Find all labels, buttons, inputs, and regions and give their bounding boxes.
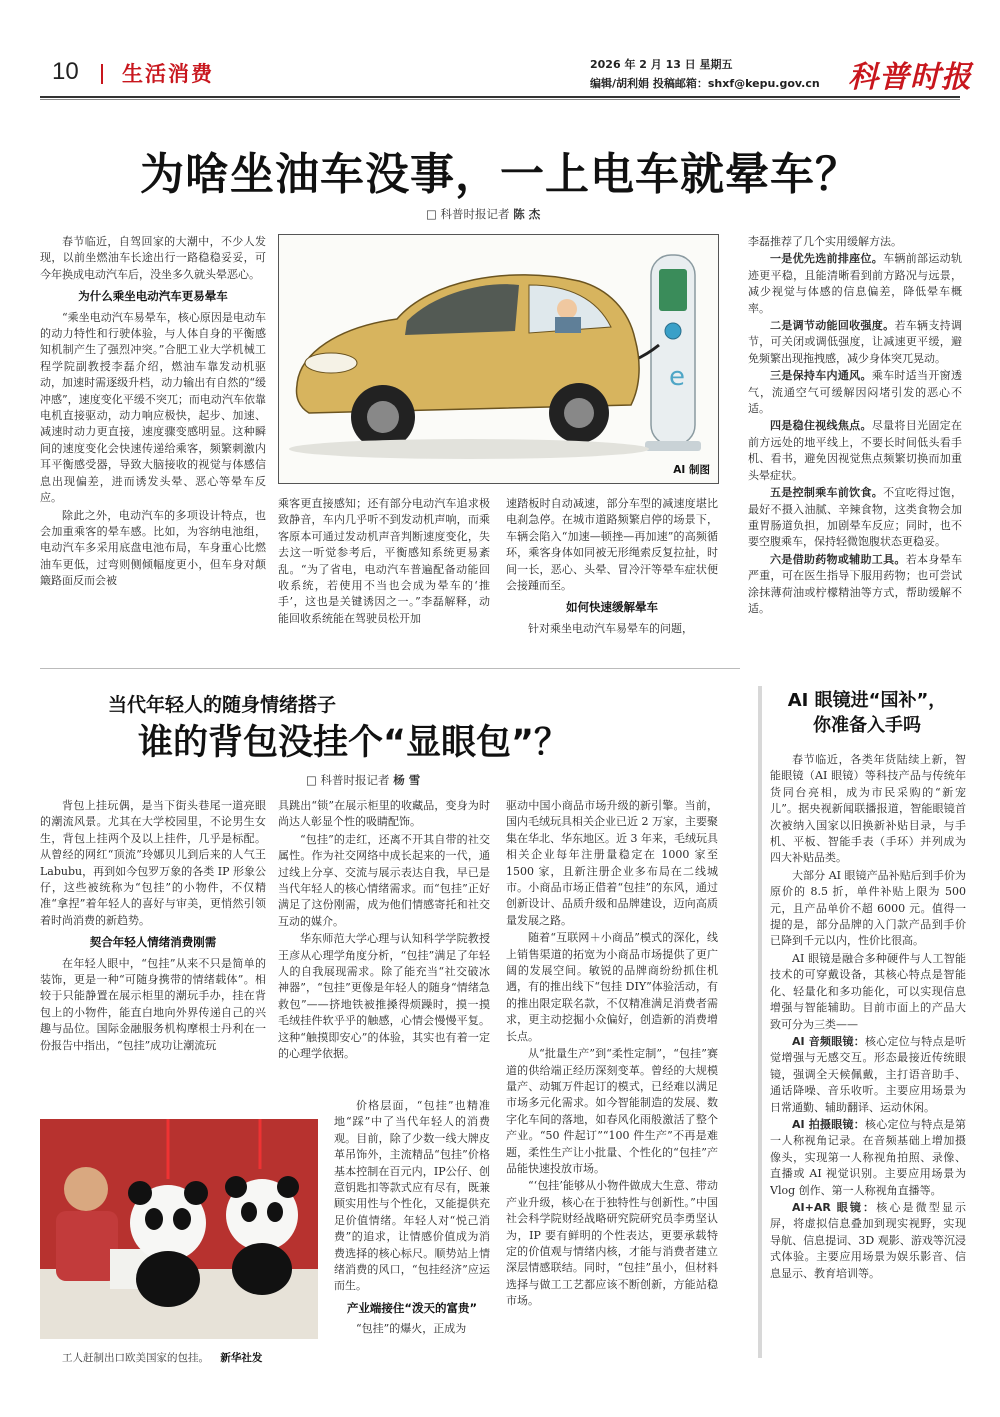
tip-lead: 四是稳住视线焦点。 — [770, 419, 872, 433]
figure-credit: AI 制图 — [673, 464, 710, 476]
paragraph: AI 眼镜是融合多种硬件与人工智能技术的可穿戴设备，其核心特点是智能化、轻量化和多功能化，可以实现信息增强与智能辅助。目前市面上的产品大致可分为三类—— — [770, 951, 966, 1031]
paragraph: “‘包挂’能够从小物件做成大生意、带动产业升级，核心在于独特性与创新性。”中国社会科学院财经战略研究院研究员李勇坚认为，IP 要有鲜明的个性表达，更要承载特定的价值观与情绪内核，才能与消费者建立深层情感联结。同时，“包挂”虽小，但材料选择与做工工艺都应该不断创新，方能站稳市场。 — [506, 1179, 718, 1308]
article1-column-3 — [506, 496, 718, 656]
svg-text:e: e — [669, 362, 685, 392]
tip-1 — [748, 251, 962, 317]
article2-column-1 — [40, 798, 266, 1110]
paragraph: 随着“互联网＋小商品”模式的深化，线上销售渠道的拓宽为小商品市场提供了更广阔的发展空间。敏锐的品牌商纷纷抓住机遇，有的推出线下“包挂 DIY”体验活动，有的推出限定联名款，不仅精准满足消费者需求，更主动挖掘小众偏好，创造新的消费增长点。 — [506, 931, 718, 1043]
photo-svg — [40, 1119, 318, 1339]
paragraph: 驱动中国小商品市场升级的新引擎。当前，国内毛绒玩具相关企业已近 2 万家，主要聚集在华北、华东地区。近 3 年来，毛绒玩具相关企业每年注册量稳定在 1000 家至 1500 家，且新注册企业多布局在二线城市。小商品市场正借着“包挂”的东风，通过创新设计、品质升级和品牌建设，迈向高质量发展之路。 — [506, 799, 718, 927]
type-text: 核心定位与特点是第一人称视角记录。在音频基础上增加摄像头，实现第一人称视角拍照、录像、直播或 AI 视觉识别。主要应用场景为 Vlog 创作、第一人称视角直播等。 — [770, 1117, 966, 1197]
tip-lead: 五是控制乘车前饮食。 — [770, 486, 884, 500]
tip-text: 若车辆支持调节，可关闭或调低强度，让减速更平缓，避免频繁出现拖拽感，减少身体突兀晃动。 — [748, 319, 962, 365]
paragraph: 除此之外，电动汽车的多项设计特点，也会加重乘客的晕车感。比如，为容纳电池组，电动汽车多采用底盘电池布局，车身重心比燃油车更低，过弯则侧倾幅度更小，但车身对颠簸路面反而会被 — [40, 508, 266, 588]
photo-caption — [62, 1350, 262, 1365]
photo-credit: 新华社发 — [220, 1352, 263, 1364]
tip-6 — [748, 552, 962, 618]
caption-text: 工人赶制出口欧美国家的包挂。 — [62, 1352, 209, 1364]
sidebar-box — [758, 686, 968, 1358]
article1-column-2 — [278, 496, 490, 656]
paragraph: 背包上挂玩偶，是当下街头巷尾一道亮眼的潮流风景。尤其在大学校园里，不论男生女生，背包上挂两个及以上挂件，几乎是标配。从曾经的网红“顶流”玲娜贝儿到后来的人气王 Labubu，再到如今包罗万象的各类 IP 形象公仔，这些被统称为“包挂”的小物件，不仅精准“拿捏”着年轻人的喜好与审美，更悄然引领着时尚消费的新趋势。 — [40, 799, 266, 927]
section-name: 生活消费 — [122, 62, 214, 86]
byline-name: 杨 雪 — [393, 773, 421, 787]
tip-lead: 一是优先选前排座位。 — [770, 252, 884, 266]
subheading: 如何快速缓解晕车 — [566, 600, 658, 615]
sidebar-title-line-2: 你准备入手吗 — [813, 715, 921, 736]
tip-text: 车辆前部运动轨迹更平稳，且能清晰看到前方路况与远景，减少视觉与体感的信息偏差，降低晕车概率。 — [748, 252, 962, 315]
header-rule — [40, 96, 960, 98]
glasses-type-3 — [770, 1200, 966, 1282]
article1-column-1 — [40, 234, 266, 654]
page-number: 10 — [52, 58, 79, 85]
tip-lead: 三是保持车内通风。 — [770, 369, 872, 383]
paragraph: 针对乘坐电动汽车易晕车的问题， — [528, 621, 693, 635]
tip-5 — [748, 485, 962, 551]
article1-title: 为啥坐油车没事，一上电车就晕车？ — [140, 149, 860, 200]
glasses-type-2 — [770, 1117, 966, 1199]
article2-kicker: 当代年轻人的随身情绪搭子 — [108, 694, 337, 716]
paragraph: 具跳出“锁”在展示柜里的收藏品，变身为时尚达人彰显个性的吸睛配饰。 — [278, 799, 490, 829]
byline-name: 陈 杰 — [513, 207, 541, 221]
header-separator — [101, 64, 103, 84]
paragraph: 华东师范大学心理与认知科学学院教授王彦从心理学角度分析，“包挂”满足了年轻人的自我展现需求。除了能充当“社交破冰神器”，“包挂”更像是年轻人的随身“情绪急救包”——挤地铁被推搡得烦躁时，摸一摸毛绒挂件软乎乎的触感，心情会慢慢平复。这种“触摸即安心”的体验，其实也有着一定的心理学依据。 — [278, 932, 490, 1061]
editor-line: 编辑/胡利娟 投稿邮箱：shxf@kepu.gov.cn — [590, 77, 820, 90]
type-lead: AI+AR 眼镜： — [792, 1200, 877, 1214]
section-divider — [40, 668, 740, 669]
article2-title: 谁的背包没挂个“显眼包”？ — [138, 723, 570, 763]
byline-prefix: □ 科普时报记者 — [306, 773, 390, 787]
sidebar-body — [770, 752, 966, 1352]
type-lead: AI 拍摄眼镜： — [792, 1117, 865, 1131]
byline-prefix: □ 科普时报记者 — [426, 207, 510, 221]
panda-keychain-photo — [40, 1119, 318, 1339]
newspaper-logo: 科普时报 — [848, 60, 972, 95]
glasses-type-1 — [770, 1034, 966, 1116]
subheading: 为什么乘坐电动汽车更易晕车 — [78, 289, 228, 304]
tip-text: 不宜吃得过饱，最好不摄入油腻、辛辣食物，这类食物会加重胃肠道负担，加剧晕车反应；同时，也不要空腹乘车，保持轻微饱腹状态更稳妥。 — [748, 486, 962, 549]
paragraph: 春节临近，自驾回家的大潮中，不少人发现，以前坐燃油车长途出行一路稳稳妥妥，可今年换成电动汽车后，没坐多久就头晕恶心。 — [40, 235, 266, 281]
ev-charging-illustration — [278, 234, 719, 484]
paragraph: “乘坐电动汽车易晕车，核心原因是电动车的动力特性和行驶体验，与人体自身的平衡感知机制产生了强烈冲突。”合肥工业大学机械工程学院副教授李磊介绍，燃油车靠发动机驱动，加速时需逐级升档，动力输出有自然的“缓冲感”，速度变化平缓不突兀；而电动汽车依靠电机直接驱动，动力响应极快，起步、加速、减速时动力更直接，速度骤变感明显。这种瞬间的速度变化会快速传递给乘客，频繁刺激内耳平衡感受器，导致大脑接收的视觉与体感信息出现偏差，进而诱发头晕、恶心等晕车反应。 — [40, 310, 266, 505]
paragraph: 乘客更直接感知；还有部分电动汽车追求极致静音，车内几乎听不到发动机声响，而乘客原本可通过发动机声音判断速度变化，失去这一听觉参考后，平衡感知系统更易紊乱。“为了省电，电动汽车普遍配备动能回收系统，若使用不当也会成为晕车的‘推手’，这也是关键诱因之一。”李磊解释，动能回收系统能在驾驶员松开加 — [278, 497, 490, 625]
paragraph: 李磊推荐了几个实用缓解方法。 — [748, 235, 902, 248]
issue-date: 2026 年 2 月 13 日 星期五 — [590, 58, 733, 71]
article2-column-3 — [506, 798, 718, 1368]
subheading: 产业端接住“泼天的富贵” — [346, 1300, 478, 1315]
sidebar-title — [772, 688, 962, 738]
tip-text: 尽量将目光固定在前方远处的地平线上，不要长时间低头看手机、看书，避免因视觉焦点频繁切换而加重头晕症状。 — [748, 419, 962, 482]
car-illustration-svg — [279, 235, 719, 484]
sidebar-title-line-1: AI 眼镜进“国补”， — [787, 690, 947, 711]
paragraph: 大部分 AI 眼镜产品补贴后到手价为原价的 8.5 折，单件补贴上限为 500 元，且产品单价不超 6000 元。值得一提的是，部分品牌的入门款产品到手价已降到千元以内，性价比很高。 — [770, 868, 966, 948]
tip-text: 若本身晕车严重，可在医生指导下服用药物；也可尝试涂抹薄荷油或柠檬精油等方式，帮助缓解不适。 — [748, 552, 962, 615]
paragraph: “包挂”的爆火，正成为 — [356, 1322, 467, 1336]
article1-byline — [426, 206, 540, 222]
tip-lead: 二是调节动能回收强度。 — [770, 319, 895, 333]
type-text: 核心是微型显示屏，将虚拟信息叠加到现实视野，实现导航、信息提词、3D 观影、游戏等沉浸式体验。主要应用场景为娱乐影音、信息显示、教育培训等。 — [770, 1200, 966, 1280]
paragraph: “包挂”的走红，还离不开其自带的社交属性。作为社交网络中成长起来的一代，通过线上分享、交流与展示表达自我，早已是当代年轻人的核心情绪需求。而“包挂”正好满足了这份刚需，成为他们情感寄托和社交互动的媒介。 — [278, 832, 490, 928]
tip-2 — [748, 318, 962, 367]
article1-column-4 — [748, 234, 962, 654]
paragraph: 春节临近，各类年货陆续上新，智能眼镜（AI 眼镜）等科技产品与传统年货同台亮相，成为市民采购的“新宠儿”。据央视新闻联播报道，智能眼镜首次被纳入国家以旧换新补贴目录，与手机、平板、智能手表（手环）并列成为四大补贴品类。 — [770, 753, 966, 865]
subheading: 契合年轻人情绪消费刚需 — [89, 935, 217, 950]
tip-lead: 六是借助药物或辅助工具。 — [770, 552, 906, 566]
paragraph: 价格层面，“包挂”也精准地“踩”中了当代年轻人的消费观。目前，除了少数一线大牌皮革吊饰外，主流精品“包挂”价格基本控制在百元内，IP公仔、创意钥匙扣等款式应有尽有，既兼顾实用性与个性化，又能提供充足价值情绪。年轻人对“悦己消费”的追求，让情感价值成为消费选择的核心标尺。顺势站上情绪消费的风口，“包挂经济”应运而生。 — [334, 1099, 490, 1293]
article2-byline — [306, 772, 420, 788]
type-lead: AI 音频眼镜： — [792, 1034, 865, 1048]
header-rule-thin — [40, 99, 960, 100]
tip-4 — [748, 418, 962, 484]
tip-text: 乘车时适当开窗透气，流通空气可缓解因闷堵引发的恶心不适。 — [748, 369, 962, 416]
tip-3 — [748, 368, 962, 417]
paragraph: 在年轻人眼中，“包挂”从来不只是简单的装饰，更是一种“可随身携带的情绪载体”。相较于只能静置在展示柜里的潮玩手办，挂在背包上的小物件，能直白地向外界传递自己的兴趣与品位。国际金融服务机构摩根士丹利在一份报告中指出，“包挂”成功让潮流玩 — [40, 956, 266, 1052]
paragraph: 从“批量生产”到“柔性定制”，“包挂”赛道的供给端正经历深刻变革。曾经的大规模量产、动辄万件起订的模式，已经难以满足市场多元化需求。如今智能制造的发展、数字化车间的落地，如春风化雨般激活了整个产业。“50 件起订”“100 件生产”不再是难题，柔性生产让小批量、个性化的“包挂”产品能快速投放市场。 — [506, 1047, 718, 1175]
article2-column-2b — [334, 1098, 490, 1368]
paragraph: 速踏板时自动减速，部分车型的减速度堪比电刹急停。在城市道路频繁启停的场景下，车辆会陷入“加速—顿挫—再加速”的高频循环，乘客身体如同被无形绳索反复拉扯，时间一长，恶心、头晕、冒冷汗等晕车症状便会接踵而至。 — [506, 497, 718, 593]
article2-column-2a — [278, 798, 490, 1098]
type-text: 核心定位与特点是听觉增强与无感交互。形态最接近传统眼镜，强调全天候佩戴，主打语音助手、通话降噪、音乐收听。主要应用场景为日常通勤、辅助翻译、运动休闲。 — [770, 1034, 966, 1114]
